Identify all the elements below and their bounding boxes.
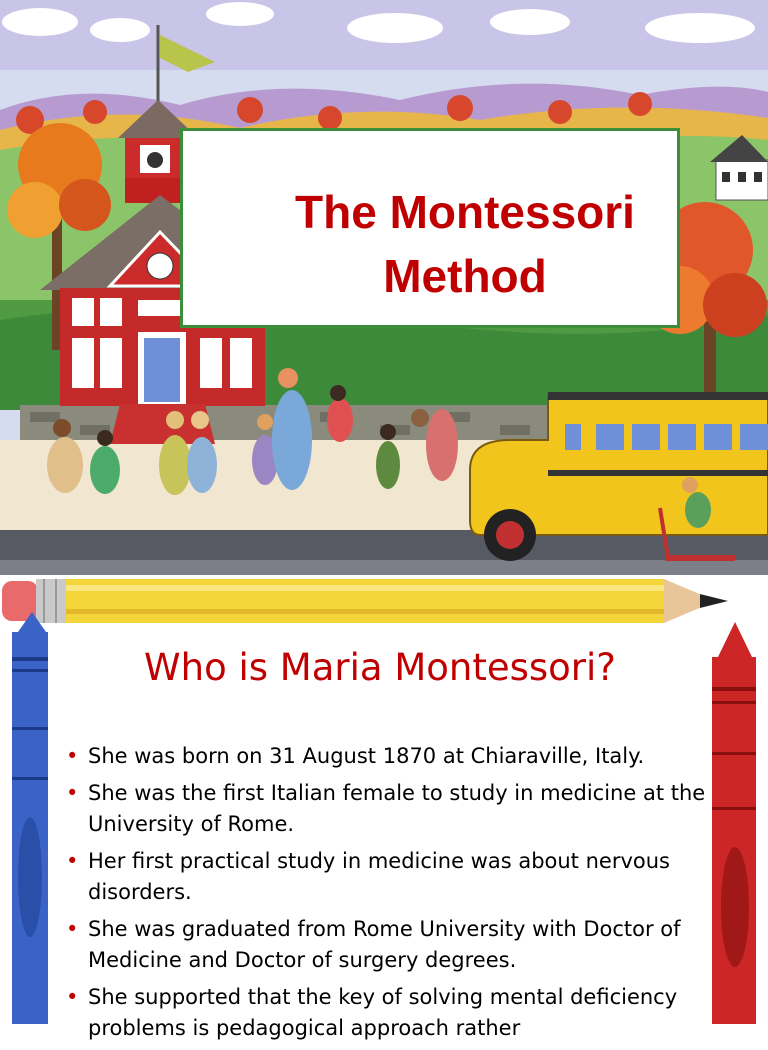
bullet-text: She was graduated from Rome University with Doctor of Medicine and Doctor of surgery degrees. bbox=[88, 917, 681, 972]
bullet-item bbox=[66, 914, 706, 976]
bullet-text: She was born on 31 August 1870 at Chiaraville, Italy. bbox=[88, 744, 645, 768]
red-crayon-graphic bbox=[712, 622, 756, 1024]
slide2-title: Who is Maria Montessori? bbox=[144, 646, 616, 689]
bullet-list bbox=[66, 741, 706, 1050]
pencil-graphic bbox=[2, 579, 728, 623]
bullet-dot-icon: • bbox=[66, 849, 79, 873]
bullet-text: She supported that the key of solving mental deficiency problems is pedagogical approach rather bbox=[88, 985, 678, 1040]
bullet-item bbox=[66, 982, 706, 1044]
bullet-dot-icon: • bbox=[66, 781, 79, 805]
bullet-item bbox=[66, 846, 706, 908]
bullet-item bbox=[66, 778, 706, 840]
bullet-item bbox=[66, 741, 706, 772]
bullet-dot-icon: • bbox=[66, 917, 79, 941]
title-line-1: The Montessori bbox=[295, 186, 635, 238]
title-line-2: Method bbox=[383, 250, 547, 302]
content-slide bbox=[0, 577, 768, 1040]
bullet-dot-icon: • bbox=[66, 744, 79, 768]
bullet-text: She was the first Italian female to study in medicine at the University of Rome. bbox=[88, 781, 706, 836]
bullet-dot-icon: • bbox=[66, 985, 79, 1009]
bullet-text: Her first practical study in medicine was about nervous disorders. bbox=[88, 849, 670, 904]
slide-title bbox=[255, 180, 675, 308]
blue-crayon-graphic bbox=[12, 612, 48, 1024]
